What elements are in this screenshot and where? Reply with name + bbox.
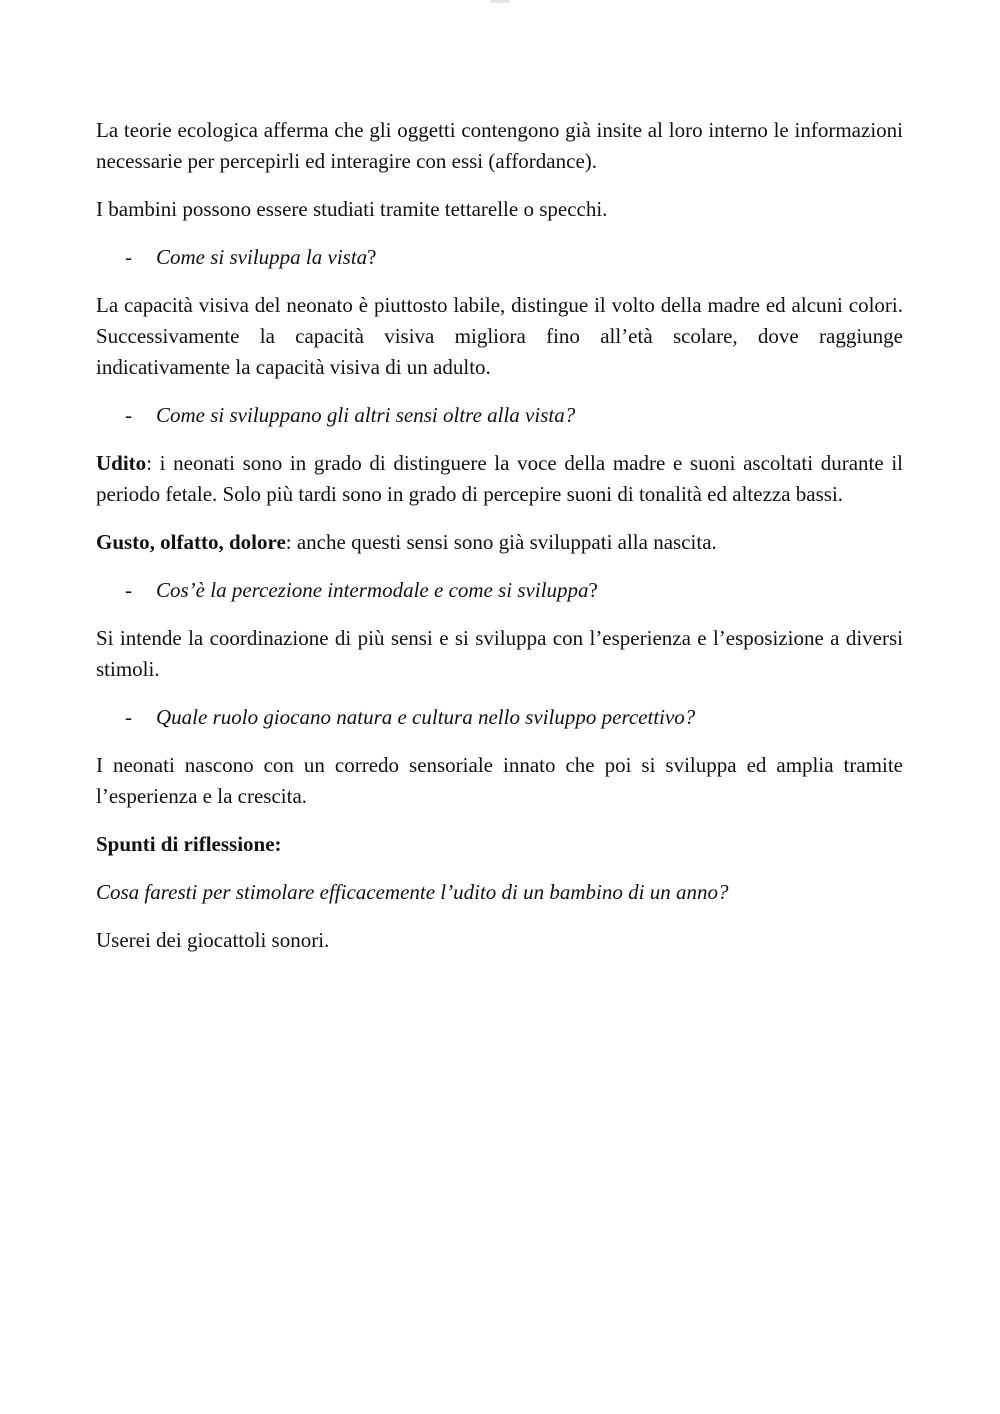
paragraph-intermodal-answer: Si intende la coordinazione di più sensi e si sviluppa con l’esperienza e l’esposizione a diversi stimoli. bbox=[96, 626, 903, 681]
question-nature-culture bbox=[96, 702, 903, 733]
header-mark bbox=[490, 0, 510, 3]
bullet-dash: - bbox=[125, 245, 132, 269]
question-intermodal bbox=[96, 575, 903, 606]
question-mark: ? bbox=[588, 578, 598, 602]
term-gusto: Gusto, olfatto, dolore bbox=[96, 530, 286, 554]
taste-text: : anche questi sensi sono già sviluppati alla nascita. bbox=[285, 530, 717, 554]
heading-spunti: Spunti di riflessione: bbox=[96, 832, 282, 856]
bullet-dash: - bbox=[125, 705, 132, 729]
paragraph-taste-smell-pain bbox=[96, 527, 903, 558]
paragraph-hearing bbox=[96, 448, 903, 510]
spunti-answer: Userei dei giocattoli sonori. bbox=[96, 928, 330, 952]
document-body bbox=[96, 115, 903, 973]
question-text: Come si sviluppano gli altri sensi oltre alla vista? bbox=[156, 403, 576, 427]
paragraph-study-methods: I bambini possono essere studiati tramite tettarelle o specchi. bbox=[96, 197, 608, 221]
bullet-dash: - bbox=[125, 578, 132, 602]
question-other-senses bbox=[96, 400, 903, 431]
paragraph-nature-culture-answer: I neonati nascono con un corredo sensoriale innato che poi si sviluppa ed amplia tramite l’esperienza e la crescita. bbox=[96, 753, 903, 808]
hearing-text: : i neonati sono in grado di distinguere la voce della madre e suoni ascoltati durante il periodo fetale. Solo più tardi sono in grado di percepire suoni di tonalità ed altezza bassi. bbox=[96, 451, 903, 506]
question-text: Come si sviluppa la vista bbox=[156, 245, 368, 269]
spunti-question: Cosa faresti per stimolare efficacemente l’udito di un bambino di un anno? bbox=[96, 880, 729, 904]
bullet-dash: - bbox=[125, 403, 132, 427]
question-vision bbox=[96, 242, 903, 273]
term-udito: Udito bbox=[96, 451, 147, 475]
question-mark: ? bbox=[367, 245, 377, 269]
question-text: Quale ruolo giocano natura e cultura nello sviluppo percettivo? bbox=[156, 705, 696, 729]
paragraph-ecological-theory: La teorie ecologica afferma che gli oggetti contengono già insite al loro interno le informazioni necessarie per percepirli ed interagire con essi (affordance). bbox=[96, 118, 903, 173]
question-text: Cos’è la percezione intermodale e come si sviluppa bbox=[156, 578, 589, 602]
paragraph-vision-answer: La capacità visiva del neonato è piuttosto labile, distingue il volto della madre ed alcuni colori. Successivamente la capacità visiva migliora fino all’età scolare, dove raggiunge indicativamente la capacità visiva di un adulto. bbox=[96, 293, 903, 379]
